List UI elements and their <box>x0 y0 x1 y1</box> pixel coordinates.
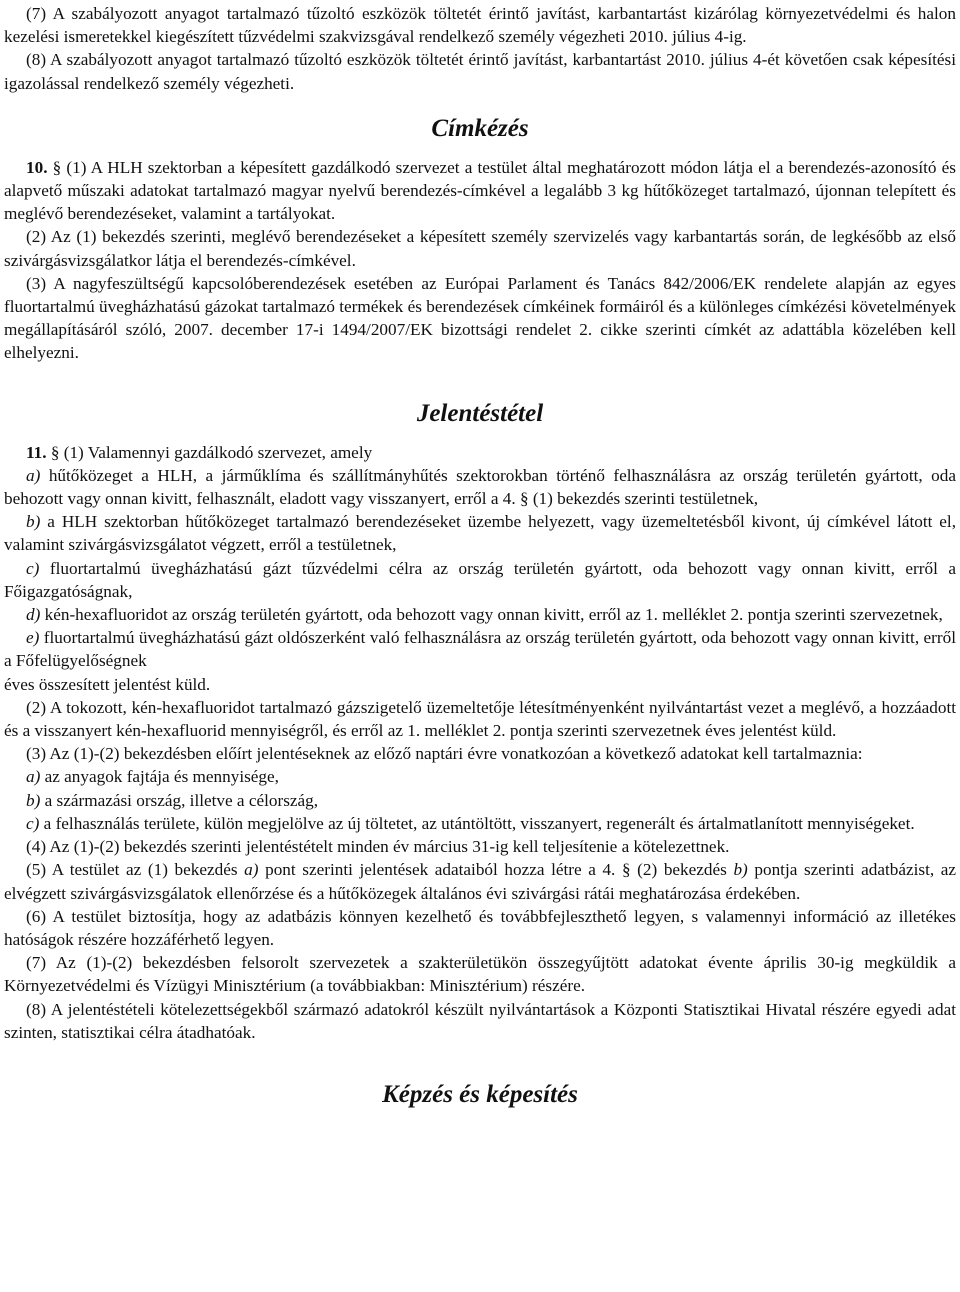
list-item-c: c) fluortartalmú üvegházhatású gázt tűzvédelmi célra az ország területén gyártott, oda behozott vagy onnan kivitt, erről a Főigazgatóságnak, <box>4 558 956 601</box>
section-11-paragraph-2: (2) A tokozott, kén-hexafluoridot tartalmazó gázszigetelő üzemeltetője létesítményenként nyilvántartást vezet a meglévő, a hozzáadott és a visszanyert kén-hexafluorid mennyiségről, és erről az 1. melléklet 2. pontja szerinti szervezetnek éves jelentést küld. <box>4 697 956 741</box>
sublist-item-c: c) a felhasználás területe, külön megjelölve az új töltetet, az utántöltött, visszanyert, regenerált és ártalmatlanított mennyiségeket. <box>26 813 915 833</box>
yearly-report-line: éves összesített jelentést küld. <box>4 674 211 694</box>
section-10-paragraph-2: (2) Az (1) bekezdés szerinti, meglévő berendezéseket a képesített személy szervizelés vagy karbantartás során, de legkésőbb az első szivárgásvizsgálatkor látja el berendezés-címkével. <box>4 227 956 270</box>
list-item-e: e) fluortartalmú üvegházhatású gázt oldószerként való felhasználásra az ország területén gyártott, oda behozott vagy onnan kivitt, erről a Főfelügyelőségnek <box>4 628 956 671</box>
list-item-d: d) kén-hexafluoridot az ország területén gyártott, oda behozott vagy onnan kivitt, erről az 1. melléklet 2. pontja szerinti szervezetnek, <box>26 605 943 625</box>
list-item-a: a) hűtőközeget a HLH, a járműklíma és szállítmányhűtés szektorokban történő felhasználásra az ország területén gyártott, oda behozott vagy onnan kivitt, felhasznált, eladott vagy visszanyert, erről a 4. § (1) bekezdés szerinti testületnek, <box>4 465 956 509</box>
section-11-paragraph-3: (3) Az (1)-(2) bekezdésben előírt jelentéseknek az előző naptári évre vonatkozóan a következő adatokat kell tartalmaznia: <box>26 744 863 764</box>
section-11-paragraph-5: (5) A testület az (1) bekezdés a) pont szerinti jelentések adataiból hozza létre a 4. § (2) bekezdés b) pontja szerinti adatbázist, az elvégzett szivárgásvizsgálatok ellenőrzése és a hűtőközegek általános évi szivárgási rátái meghatározása érdekében. <box>4 860 957 903</box>
section-11-paragraph-4: (4) Az (1)-(2) bekezdés szerinti jelentéstételt minden év március 31-ig kell teljesítenie a kötelezettnek. <box>26 837 730 857</box>
section-number: 11. <box>26 442 47 462</box>
section-10-paragraph-1: 10. § (1) A HLH szektorban a képesített gazdálkodó szervezet a testület által meghatározott módon látja el a berendezés-azonosító és alapvető műszaki adatokat tartalmazó magyar nyelvű berendezés-címkével a legalább 3 kg hűtőközeget tartalmazó, újonnan telepített és meglévő berendezéseket, valamint a tartályokat. <box>4 157 956 224</box>
section-11-paragraph-6: (6) A testület biztosítja, hogy az adatbázis könnyen kezelhető és továbbfejleszthető legyen, s valamennyi információ az illetékes hatóságok részére hozzáférhető legyen. <box>4 906 956 949</box>
sublist-item-a: a) az anyagok fajtája és mennyisége, <box>26 767 279 787</box>
section-heading-kepzes: Képzés és képesítés <box>382 1080 578 1108</box>
sublist-item-b: b) a származási ország, illetve a célország, <box>26 790 319 810</box>
section-11-paragraph-8: (8) A jelentéstételi kötelezettségekből származó adatokról készült nyilvántartások a Központi Statisztikai Hivatal részére egyedi adat szinten, statisztikai célra átadhatóak. <box>4 999 956 1042</box>
section-11-intro: 11. § (1) Valamennyi gazdálkodó szervezet, amely <box>26 442 373 462</box>
section-number: 10. <box>26 157 48 177</box>
section-heading-jelentestetel: Jelentéstétel <box>416 399 544 427</box>
section-10-paragraph-3: (3) A nagyfeszültségű kapcsolóberendezések esetében az Európai Parlament és Tanács 842/2006/EK rendelete alapján az egyes fluortartalmú üvegházhatású gázokat tartalmazó termékek és berendezések címkéinek formáiról és a különleges címkézési követelmények megállapításáról szóló, 2007. december 17-i 1494/2007/EK bizottsági rendelet 2. cikke szerinti címkét az adattábla közelében kell elhelyezni. <box>4 273 956 363</box>
paragraph-7: (7) A szabályozott anyagot tartalmazó tűzoltó eszközök töltetét érintő javítást, karbantartást kizárólag környezetvédelmi és halon kezelési ismeretekkel kiegészített tűzvédelmi szakvizsgával rendelkező személy végezheti 2010. július 4-ig. <box>4 4 956 47</box>
section-heading-cimkezes: Címkézés <box>431 114 529 142</box>
list-item-b: b) a HLH szektorban hűtőközeget tartalmazó berendezéseket üzembe helyezett, vagy üzemeltetésből kivont, új címkével látott el, valamint szivárgásvizsgálatot végzett, erről a testületnek, <box>4 512 957 555</box>
section-11-paragraph-7: (7) Az (1)-(2) bekezdésben felsorolt szervezetek a szakterületükön összegyűjtött adatokat évente április 30-ig megküldik a Környezetvédelmi és Vízügyi Minisztérium (a továbbiakban: Minisztérium) részére. <box>4 953 956 996</box>
paragraph-8: (8) A szabályozott anyagot tartalmazó tűzoltó eszközök töltetét érintő javítást, karbantartást 2010. július 4-ét követően csak képesítési igazolással rendelkező személy végezheti. <box>4 50 956 93</box>
